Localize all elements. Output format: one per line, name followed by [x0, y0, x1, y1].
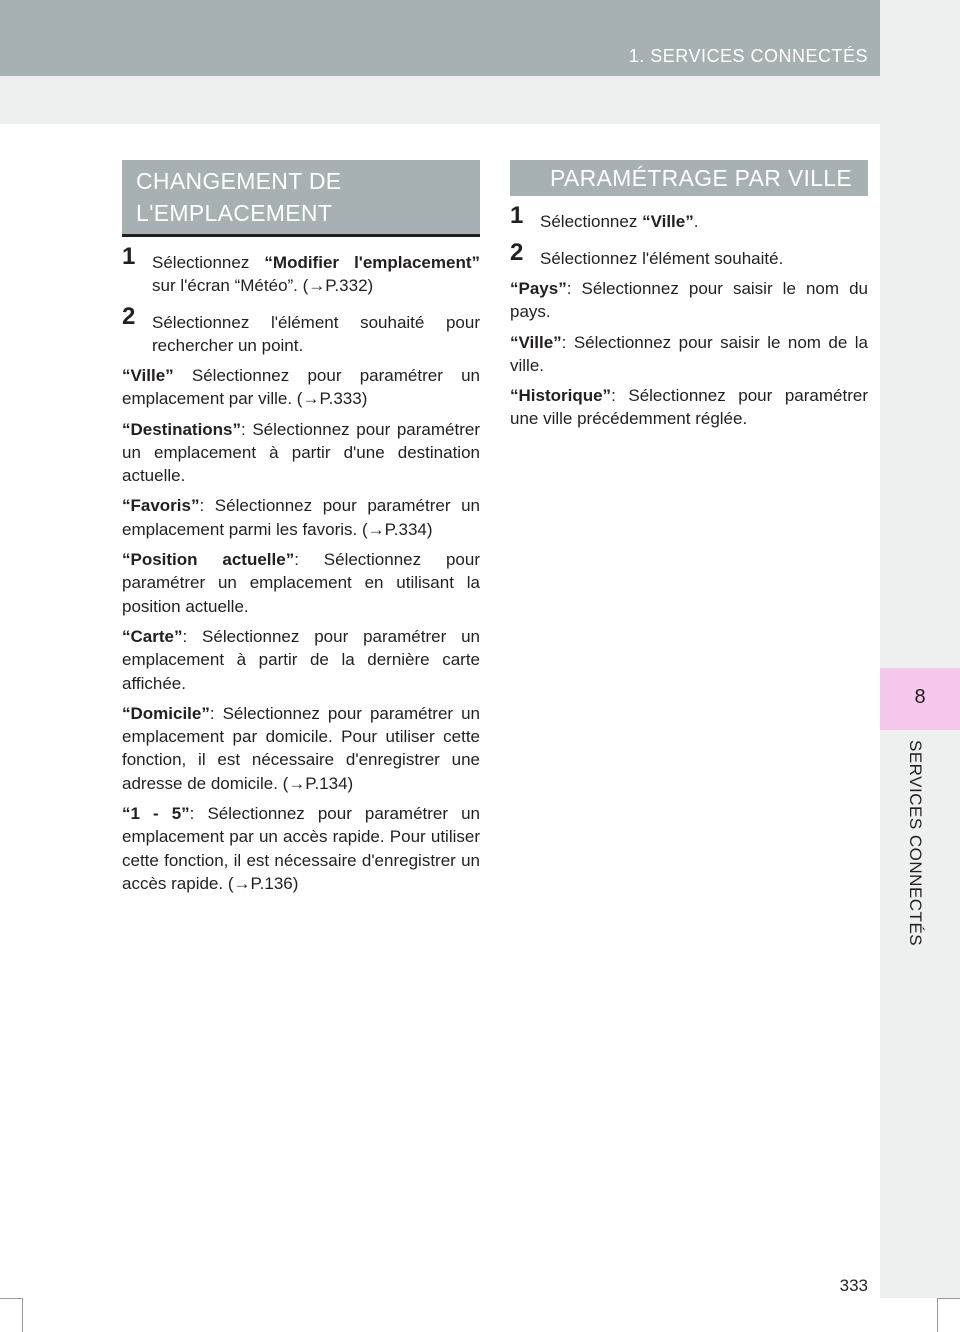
step-text: Sélectionnez l'élément souhaité.	[540, 249, 784, 268]
list-item	[122, 802, 480, 895]
item-desc: : Sélectionnez pour saisir le nom du pays.	[510, 279, 868, 322]
item-desc: : Sélectionnez pour paramétrer un emplacement à partir d'une destination actuelle.	[122, 419, 480, 486]
item-term: “Position actuelle”	[122, 550, 295, 570]
page-number: 333	[839, 1276, 868, 1295]
step-1	[122, 243, 480, 297]
step-1	[510, 202, 868, 233]
item-term: “Historique”	[510, 386, 612, 406]
side-tab-strip	[880, 0, 960, 1298]
item-term: “Carte”	[122, 626, 183, 646]
item-desc: Sélectionnez pour paramétrer un emplacement par ville. (→P.333)	[122, 366, 480, 409]
section-heading-line: L'EMPLACEMENT	[136, 200, 333, 226]
section-heading-line: CHANGEMENT DE	[136, 168, 342, 194]
chapter-title: 1. SERVICES CONNECTÉS	[628, 46, 868, 66]
crop-mark	[22, 1298, 23, 1332]
list-item	[122, 494, 480, 541]
item-desc: : Sélectionnez pour paramétrer une ville précédemment réglée.	[510, 386, 868, 429]
chapter-tab	[880, 668, 960, 730]
left-column	[122, 160, 480, 895]
item-term: “Destinations”	[122, 419, 242, 439]
item-term: “Favoris”	[122, 496, 200, 516]
item-desc: : Sélectionnez pour paramétrer un emplacement à partir de la dernière carte affichée.	[122, 626, 480, 693]
list-item	[122, 548, 480, 618]
list-item	[122, 364, 480, 411]
section-heading	[122, 160, 480, 237]
list-item	[122, 702, 480, 795]
item-desc: : Sélectionnez pour saisir le nom de la ville.	[510, 332, 868, 375]
chapter-tab-label	[905, 740, 935, 1000]
item-term: “Ville”	[122, 366, 174, 385]
step-2	[122, 303, 480, 357]
step-number: 2	[510, 239, 524, 266]
step-text: Sélectionnez	[540, 212, 643, 231]
step-number: 1	[510, 202, 524, 229]
item-term: “Pays”	[510, 279, 567, 298]
right-column	[510, 160, 868, 431]
step-term: “Modifier l'emplacement”	[264, 253, 480, 272]
list-item	[510, 384, 868, 431]
item-term: “Ville”	[510, 332, 562, 352]
item-desc: : Sélectionnez pour paramétrer un emplacement en utilisant la position actuelle.	[122, 550, 480, 616]
step-2	[510, 239, 868, 270]
list-item	[122, 418, 480, 488]
chapter-number: 8	[914, 686, 926, 708]
step-number: 1	[122, 243, 136, 270]
item-desc: : Sélectionnez pour paramétrer un emplacement par un accès rapide. Pour utiliser cette fonction, il est nécessaire d'enregistrer un accès rapide. (→P.136)	[122, 804, 480, 893]
step-number: 2	[122, 303, 136, 330]
crop-mark	[0, 1298, 22, 1299]
chapter-tab-text: SERVICES CONNECTÉS	[906, 740, 925, 947]
step-text: Sélectionnez	[152, 253, 265, 272]
step-text: Sélectionnez l'élément souhaité pour rechercher un point.	[152, 313, 480, 355]
list-item	[122, 625, 480, 695]
list-item	[510, 331, 868, 378]
item-term: “1 - 5”	[122, 804, 190, 824]
section-heading: PARAMÉTRAGE PAR VILLE	[510, 160, 868, 196]
step-text: sur l'écran “Météo”. (→P.332)	[152, 276, 374, 295]
step-term: “Ville”	[642, 212, 694, 231]
step-text: .	[693, 212, 699, 231]
list-item	[510, 277, 868, 324]
header-subband	[0, 76, 960, 124]
item-desc: : Sélectionnez pour paramétrer un emplacement par domicile. Pour utiliser cette fonction, il est nécessaire d'enregistrer une adresse de domicile. (→P.134)	[122, 703, 480, 793]
crop-mark	[938, 1298, 960, 1299]
item-desc: : Sélectionnez pour paramétrer un emplacement parmi les favoris. (→P.334)	[122, 496, 480, 539]
item-term: “Domicile”	[122, 703, 210, 723]
crop-mark	[937, 1298, 938, 1332]
